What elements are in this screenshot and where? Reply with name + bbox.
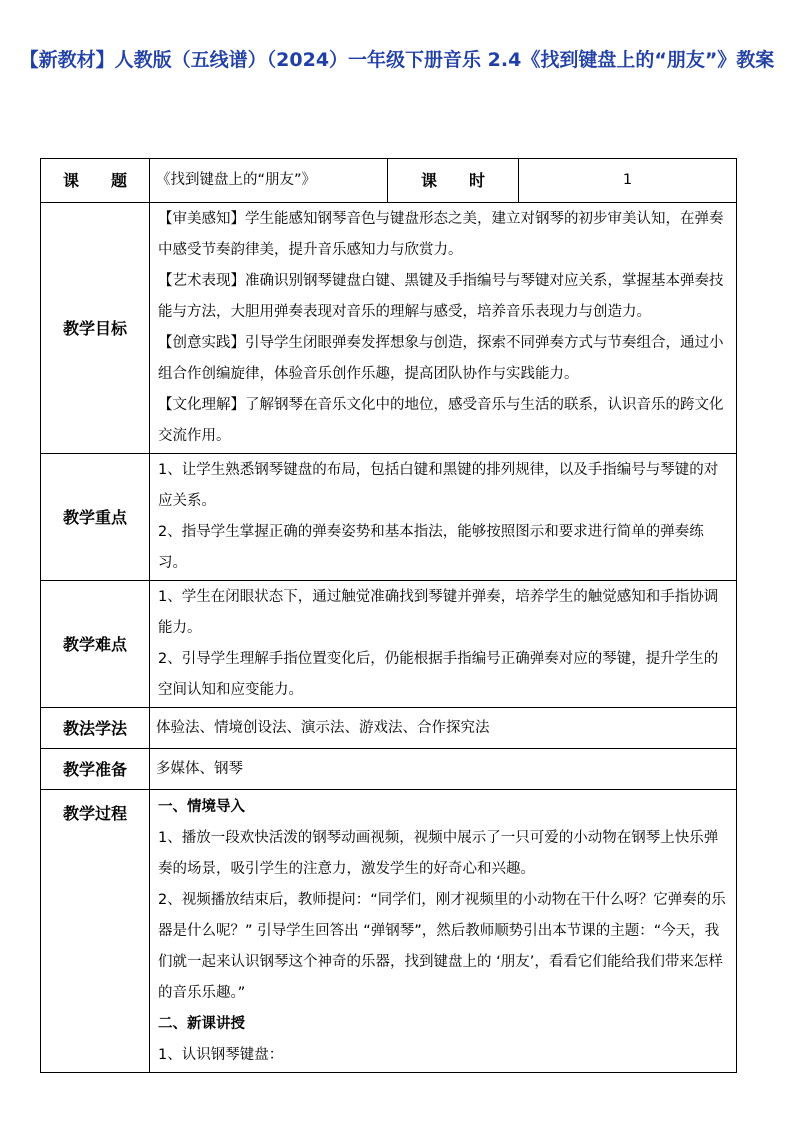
process-label: 教学过程 xyxy=(41,790,150,1073)
key-point-item: 1、让学生熟悉钢琴键盘的布局，包括白键和黑键的排列规律，以及手指编号与琴键的对应关系。 xyxy=(158,462,719,509)
lesson-plan-table xyxy=(40,158,737,1073)
objective-culture: 【文化理解】了解钢琴在音乐文化中的地位，感受音乐与生活的联系，认识音乐的跨文化交流作用。 xyxy=(158,397,724,444)
section-heading: 一、情境导入 xyxy=(158,799,245,815)
process-step: 1、认识钢琴键盘： xyxy=(158,1047,284,1063)
difficulty-item: 1、学生在闭眼状态下，通过触觉准确找到琴键并弹奏，培养学生的触觉感知和手指协调能力。 xyxy=(158,589,719,636)
document-title: 【新教材】人教版（五线谱）（2024）一年级下册音乐 2.4《找到键盘上的“朋友”》教案 xyxy=(19,49,775,71)
process-content xyxy=(150,790,737,1073)
prep-value: 多媒体、钢琴 xyxy=(150,749,737,790)
objective-expression: 【艺术表现】准确识别钢琴键盘白键、黑键及手指编号与琴键对应关系，掌握基本弹奏技能与方法，大胆用弹奏表现对音乐的理解与感受，培养音乐表现力与创造力。 xyxy=(158,273,724,320)
prep-row xyxy=(41,749,737,790)
methods-row xyxy=(41,708,737,749)
difficulties-label: 教学难点 xyxy=(41,581,150,708)
hours-value: 1 xyxy=(519,159,737,203)
key-points-row xyxy=(41,454,737,581)
objectives-content xyxy=(150,203,737,454)
methods-label: 教法学法 xyxy=(41,708,150,749)
difficulties-content xyxy=(150,581,737,708)
objectives-row xyxy=(41,203,737,454)
objective-practice: 【创意实践】引导学生闭眼弹奏发挥想象与创造，探索不同弹奏方式与节奏组合，通过小组合作创编旋律，体验音乐创作乐趣，提高团队协作与实践能力。 xyxy=(158,335,724,382)
process-step: 2、视频播放结束后，教师提问：“同学们，刚才视频里的小动物在干什么呀？它弹奏的乐器是什么呢？” 引导学生回答出 “弹钢琴”，然后教师顺势引出本节课的主题：“今天，我们就一起来认识钢琴这个神奇的乐器，找到键盘上的 ‘朋友’，看看它们能给我们带来怎样的音乐乐趣。” xyxy=(158,892,726,1001)
topic-label: 课 题 xyxy=(41,159,150,203)
objectives-label: 教学目标 xyxy=(41,203,150,454)
key-points-label: 教学重点 xyxy=(41,454,150,581)
objective-aesthetic: 【审美感知】学生能感知钢琴音色与键盘形态之美，建立对钢琴的初步审美认知，在弹奏中感受节奏韵律美，提升音乐感知力与欣赏力。 xyxy=(158,211,724,258)
process-row xyxy=(41,790,737,1073)
section-heading: 二、新课讲授 xyxy=(158,1016,245,1032)
key-point-item: 2、指导学生掌握正确的弹奏姿势和基本指法，能够按照图示和要求进行简单的弹奏练习。 xyxy=(158,524,704,571)
key-points-content xyxy=(150,454,737,581)
difficulty-item: 2、引导学生理解手指位置变化后，仍能根据手指编号正确弹奏对应的琴键，提升学生的空间认知和应变能力。 xyxy=(158,651,719,698)
process-step: 1、播放一段欢快活泼的钢琴动画视频，视频中展示了一只可爱的小动物在钢琴上快乐弹奏的场景，吸引学生的注意力，激发学生的好奇心和兴趣。 xyxy=(158,830,719,877)
topic-value: 《找到键盘上的“朋友”》 xyxy=(150,159,388,203)
prep-label: 教学准备 xyxy=(41,749,150,790)
difficulties-row xyxy=(41,581,737,708)
topic-row xyxy=(41,159,737,203)
methods-value: 体验法、情境创设法、演示法、游戏法、合作探究法 xyxy=(150,708,737,749)
hours-label: 课 时 xyxy=(388,159,519,203)
